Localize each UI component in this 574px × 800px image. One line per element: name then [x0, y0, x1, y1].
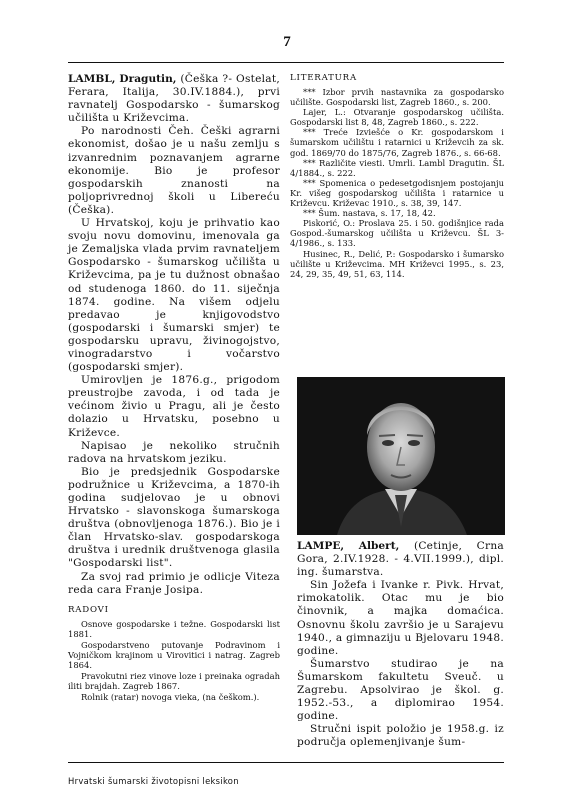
- lampe-heading: [297, 540, 504, 579]
- radovi-list: [68, 619, 280, 703]
- lambl-paragraph: Umirovljen je 1876.g., prigodom preustrojbe zavoda, i od tada je većinom živio u Pragu, ali je često dolazio u Hrvatsku, posebno u Križevce.: [68, 374, 280, 439]
- literatura-list: [290, 87, 504, 279]
- lambl-birth: (Češka ?- Ostelat, Ferara, Italija, 30.IV.1884.), prvi ravnatelj Gospodarsko - šumarskog učilišta u Križevcima.: [68, 73, 281, 125]
- lampe-paragraph: Šumarstvo studirao je na Šumarskom fakultetu Sveuč. u Zagrebu. Apsolvirao je škol. g. 1952.-53., a diplomirao 1954. godine.: [297, 657, 504, 723]
- lampe-paragraph: Stručni ispit položio je 1958.g. iz područja oplemenjivanje šum-: [297, 723, 504, 749]
- lambl-paragraph: Za svoj rad primio je odlicje Viteza reda cara Franje Josipa.: [68, 570, 280, 596]
- literatura-item: Piskorić, O.: Proslava 25. i 50. godišnjice rada Gospod.-šumarskog učilišta u Križevcu. ŠL 3-4/1986., s. 133.: [290, 218, 504, 249]
- literatura-item: *** Izbor prvih nastavnika za gospodarsko učilište. Gospodarski list, Zagreb 1860., s. 200.: [290, 87, 504, 108]
- portrait-image: [297, 377, 505, 535]
- lambl-biography: [68, 73, 280, 597]
- right-column: [290, 73, 504, 279]
- literatura-item: *** Različite viesti. Umrli. Lambl Dragutin. ŠL 4/1884., s. 222.: [290, 157, 504, 178]
- lambl-paragraph: U Hrvatskoj, koju je prihvatio kao svoju novu domovinu, imenovala ga je Zemaljska vlada prvim ravnateljem Gospodarsko - šumarskog učilišta u Križevcima, pa je tu dužnost obnašao od studenoga 1860. do 11. siječnja 1874. godine. Na višem odjelu predavao je knjigovodstvo (gospodarski i šumarski smjer) te gospodarsku upravu, živinogojstvo, vinogradarstvo i vočarstvo (gospodarski smjer).: [68, 217, 280, 374]
- literatura-item: Husinec, R., Delić, P.: Gospodarsko i šumarsko učilište u Križevcima. MH Križevci 1995., s. 23, 24, 29, 35, 49, 51, 63, 114.: [290, 248, 504, 279]
- radovi-item: Osnove gospodarske i težne. Gospodarski list 1881.: [68, 618, 280, 639]
- left-column: [68, 73, 280, 704]
- lambl-paragraph: Bio je predsjednik Gospodarske podružnice u Križevcima, a 1870-ih godina sudjelovao je u obnovi Hrvatsko - slavonskoga šumarskoga društva (obnovljenoga 1876.). Bio je i član Hrvatsko-slav. gospodarskoga društva i urednik društvenoga glasila "Gospodarski list".: [68, 465, 280, 570]
- lampe-paragraph: Sin Jožefa i Ivanke r. Pivk. Hrvat, rimokatolik. Otac mu je bio činovnik, a majka domaćica. Osnovnu školu završio je u Sarajevu 1940., a gimnaziju u Bjelovaru 1948. godine.: [297, 579, 504, 657]
- literatura-item: *** Šum. nastava, s. 17, 18, 42.: [303, 208, 436, 219]
- lampe-section: [297, 540, 504, 750]
- radovi-heading: RADOVI: [68, 604, 109, 615]
- portrait-photo: [297, 377, 505, 535]
- radovi-item: Rolnik (ratar) novoga vieka, (na češkom.).: [81, 692, 260, 703]
- footer-text: Hrvatski šumarski životopisni leksikon: [68, 776, 239, 786]
- lampe-name: LAMPE, Albert,: [297, 540, 400, 552]
- lambl-heading: [68, 73, 280, 125]
- lampe-biography: [297, 540, 504, 750]
- radovi-item: Pravokutni riez vinove loze i preinaka ogradah iliti brajdah. Zagreb 1867.: [68, 671, 280, 692]
- literatura-item: *** Treće Izviešće o Kr. gospodarskom i šumarskom učilištu i ratarnici u Križevcih za sk. god. 1869/70 do 1875/76, Zagreb 1876., s. 66-68.: [290, 127, 504, 158]
- literatura-item: *** Spomenica o pedesetgodisnjem postojanju Kr. višeg gospodarskog učilišta i ratarnice u Križevcu. Križevac 1910., s. 38, 39, 147.: [290, 177, 504, 209]
- literatura-item: Lajer, L.: Otvaranje gospodarskog učilišta. Gospodarski list 8, 48, Zagreb 1860., s. 222.: [290, 107, 504, 128]
- lambl-paragraph: Po narodnosti Čeh. Češki agrarni ekonomist, došao je u našu zemlju s izvanrednim poznavanjem agrarne ekonomije. Bio je profesor gospodarskih znanosti na poljoprivrednoj školi u Libereću (Češka).: [68, 125, 280, 216]
- lambl-paragraph: Napisao je nekoliko stručnih radova na hrvatskom jeziku.: [68, 439, 280, 465]
- literatura-heading: LITERATURA: [290, 73, 357, 83]
- lambl-name: LAMBL, Dragutin,: [68, 73, 177, 85]
- radovi-item: Gospodarstveno putovanje Podravinom i Vojničkom krajinom u Virovitici i natrag. Zagreb 1864.: [68, 639, 280, 671]
- bottom-rule: [68, 762, 504, 763]
- page-number: 7: [283, 34, 291, 50]
- top-rule: [68, 62, 504, 63]
- lampe-birth: (Cetinje, Crna Gora, 2.IV.1928. - 4.VII.1999.), dipl. ing. šumarstva.: [297, 540, 504, 579]
